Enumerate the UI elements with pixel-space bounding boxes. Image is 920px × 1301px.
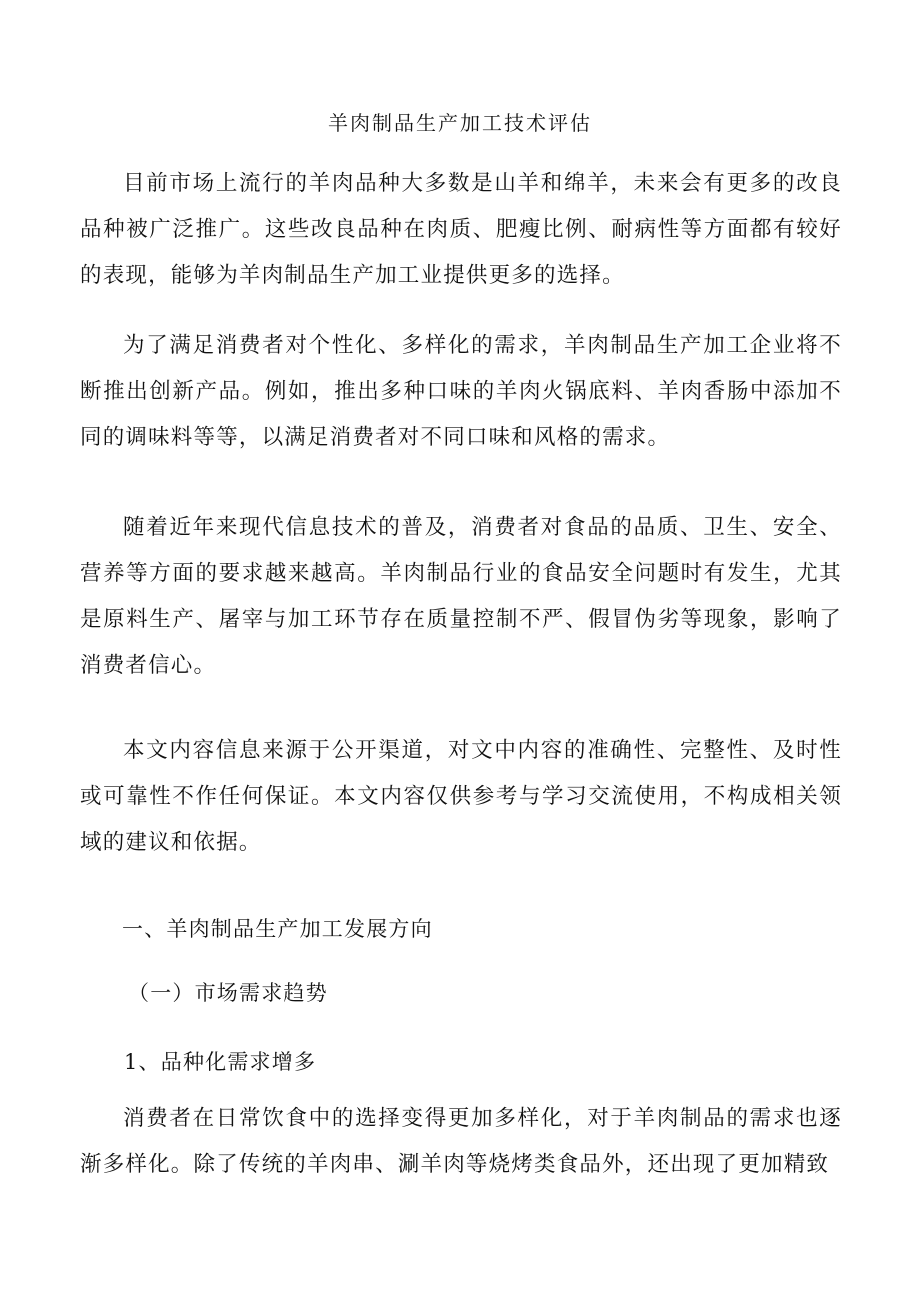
document-title: 羊肉制品生产加工技术评估 <box>328 111 592 135</box>
section-heading: 一、羊肉制品生产加工发展方向 <box>122 917 433 941</box>
paragraph-innovative-products: 为了满足消费者对个性化、多样化的需求，羊肉制品生产加工企业将不断推出创新产品。例如，推出多种口味的羊肉火锅底料、羊肉香肠中添加不同的调味料等等，以满足消费者对不同口味和风格的需求。 <box>80 333 842 450</box>
paragraph-food-safety: 随着近年来现代信息技术的普及，消费者对食品的品质、卫生、安全、营养等方面的要求越来越高。羊肉制品行业的食品安全问题时有发生，尤其是原料生产、屠宰与加工环节存在质量控制不严、假冒伪劣等现象，影响了消费者信心。 <box>80 515 842 678</box>
subsection-heading: （一）市场需求趋势 <box>128 981 328 1005</box>
item-heading: 1、品种化需求增多 <box>124 1050 317 1074</box>
paragraph-improved-breeds: 目前市场上流行的羊肉品种大多数是山羊和绵羊，未来会有更多的改良品种被广泛推广。这些改良品种在肉质、肥瘦比例、耐病性等方面都有较好的表现，能够为羊肉制品生产加工业提供更多的选择。 <box>80 171 842 288</box>
paragraph-disclaimer: 本文内容信息来源于公开渠道，对文中内容的准确性、完整性、及时性或可靠性不作任何保证。本文内容仅供参考与学习交流使用，不构成相关领域的建议和依据。 <box>80 738 842 855</box>
paragraph-variety-demand: 消费者在日常饮食中的选择变得更加多样化，对于羊肉制品的需求也逐渐多样化。除了传统的羊肉串、涮羊肉等烧烤类食品外，还出现了更加精致 <box>80 1106 842 1177</box>
